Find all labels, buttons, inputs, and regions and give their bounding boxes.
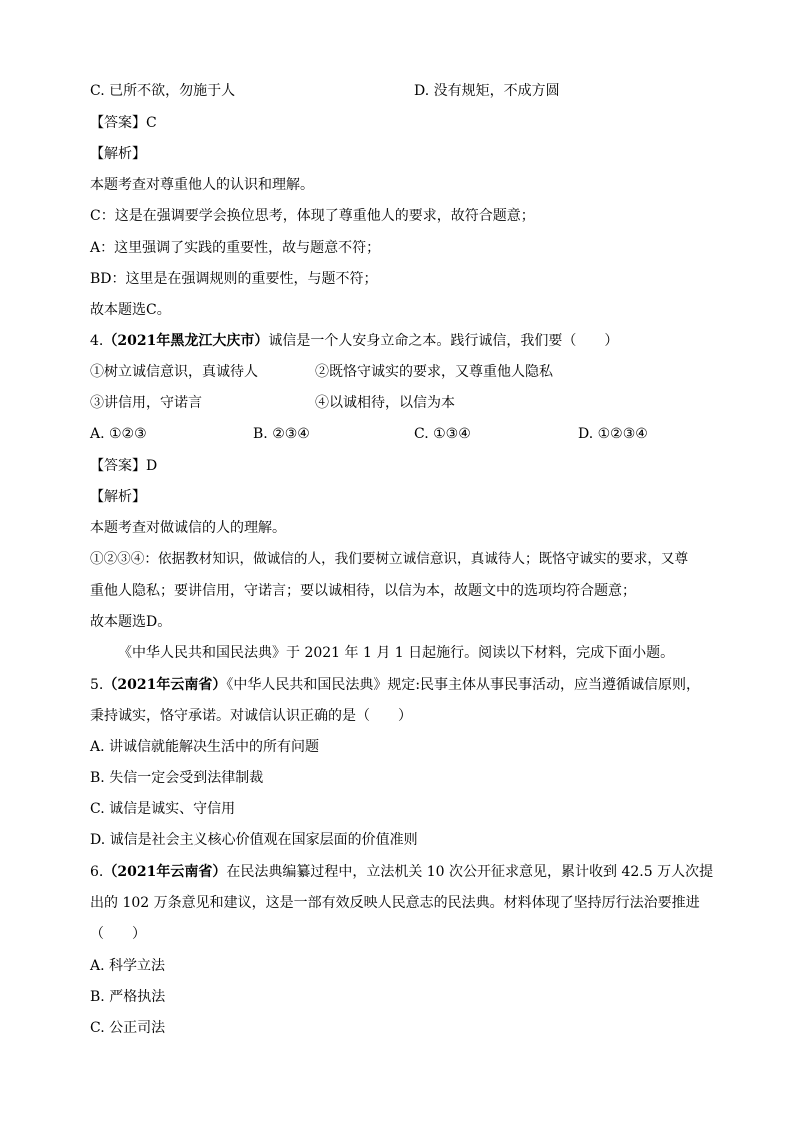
q4-statement-3: ③讲信用，守诺言 [90,395,202,411]
q6-stem [90,863,713,881]
q4-analysis-line: ①②③④：依据教材知识，做诚信的人，我们要树立诚信意识，真诚待人；既恪守诚实的要求，又尊 [90,551,689,567]
q6-stem-continued: 出的 102 万条意见和建议，这是一部有效反映人民意志的民法典。材料体现了坚持厉行法治要推进 [90,895,700,911]
q5-stem-text: 《中华人民共和国民法典》规定:民事主体从事民事活动，应当遵循诚信原则， [226,677,701,693]
q4-option-d: D. ①②③④ [578,426,648,442]
material-intro: 《中华人民共和国民法典》于 2021 年 1 月 1 日起施行。阅读以下材料，完成下面小题。 [118,645,675,661]
q4-option-c: C. ①③④ [414,426,471,442]
q6-option-a: A. 科学立法 [90,958,166,974]
q5-option-d: D. 诚信是社会主义核心价值观在国家层面的价值准则 [90,832,418,848]
q4-source: （2021年黑龙江大庆市） [103,333,269,349]
q3-analysis-label: 【解析】 [90,146,146,162]
q4-analysis-line: 本题考查对做诚信的人的理解。 [90,520,286,536]
q6-source: （2021年云南省） [103,864,227,880]
q6-option-c: C. 公正司法 [90,1020,166,1036]
q3-option-d: D. 没有规矩，不成方圆 [414,83,560,99]
q4-statement-1: ①树立诚信意识，真诚待人 [90,364,258,380]
q5-option-c: C. 诚信是诚实、守信用 [90,801,236,817]
q4-stem-text: 诚信是一个人安身立命之本。践行诚信，我们要（ ） [268,333,619,349]
q4-number: 4. [90,333,104,349]
q4-stem [90,332,618,350]
q4-option-b: B. ②③④ [253,426,310,442]
q6-option-b: B. 严格执法 [90,989,166,1005]
q4-analysis-line: 故本题选D。 [90,614,172,630]
q5-option-b: B. 失信一定会受到法律制裁 [90,770,264,786]
q3-option-c: C. 已所不欲，勿施于人 [90,83,236,99]
q6-number: 6. [90,864,104,880]
q4-statement-2: ②既恪守诚实的要求，又尊重他人隐私 [315,364,553,380]
q5-source: （2021年云南省） [103,677,227,693]
q5-stem-continued: 秉持诚实，恪守承诺。对诚信认识正确的是（ ） [90,708,412,724]
q6-stem-text: 在民法典编纂过程中，立法机关 10 次公开征求意见，累计收到 42.5 万人次提 [226,864,714,880]
q3-answer: 【答案】C [90,115,157,131]
q4-answer: 【答案】D [90,458,158,474]
q5-stem [90,676,700,694]
q4-analysis-label: 【解析】 [90,489,146,505]
q3-analysis-line: 本题考查对尊重他人的认识和理解。 [90,177,314,193]
q3-analysis-line: A：这里强调了实践的重要性，故与题意不符； [90,240,381,256]
q3-analysis-line: BD：这里是在强调规则的重要性，与题不符； [90,271,378,287]
q3-analysis-line: C：这是在强调要学会换位思考，体现了尊重他人的要求，故符合题意； [90,208,535,224]
q5-number: 5. [90,677,104,693]
q6-answer-blank: （ ） [90,926,146,942]
q3-analysis-line: 故本题选C。 [90,302,171,318]
q5-option-a: A. 讲诚信就能解决生活中的所有问题 [90,739,320,755]
q4-statement-4: ④以诚相待，以信为本 [315,395,455,411]
q4-analysis-line: 重他人隐私；要讲信用，守诺言；要以诚相待，以信为本，故题文中的选项均符合题意； [90,583,636,599]
q4-option-a: A. ①②③ [90,426,147,442]
